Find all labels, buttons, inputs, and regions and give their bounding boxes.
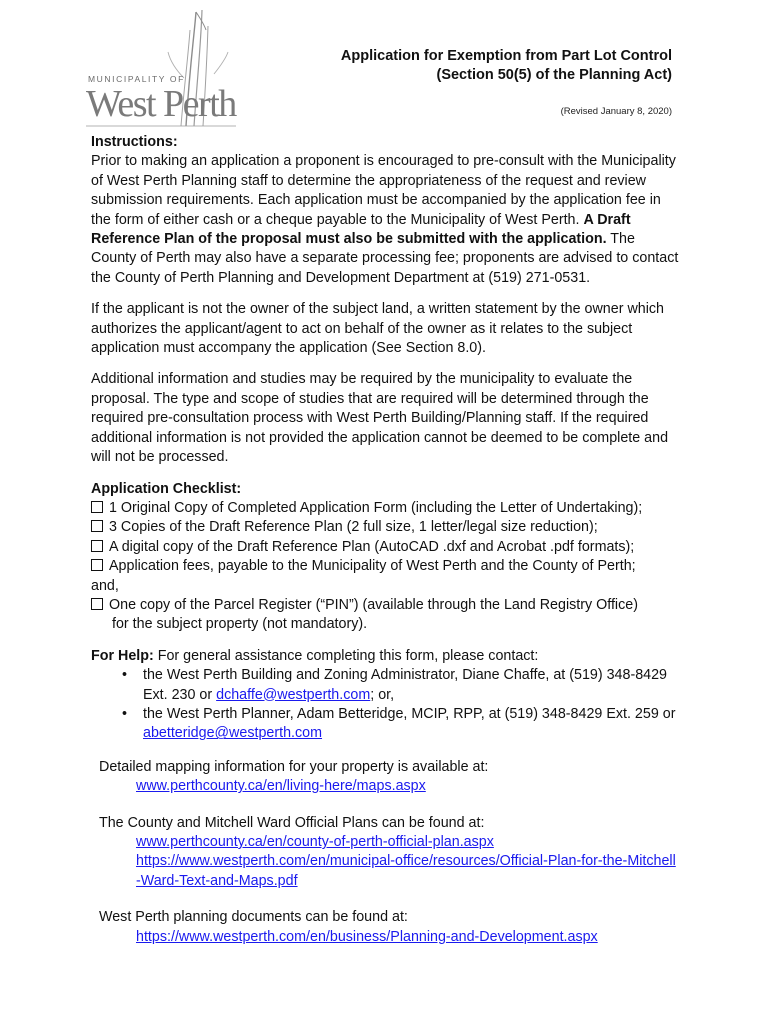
mapping-info xyxy=(91,758,681,797)
help-intro xyxy=(91,647,681,666)
checkbox-icon[interactable] xyxy=(91,540,103,552)
list-item: • the West Perth Building and Zoning Administrator, Diane Chaffe, at (519) 348-8429 Ext. 230 or dchaffe@westperth.com; or, xyxy=(122,667,668,703)
instructions-p1-tail: The County of Perth may also have a separate processing fee; proponents are advised to contact the County of Perth Planning and Development Department at (519) 271-0531. xyxy=(91,231,679,286)
email-link-dchaffe[interactable]: dchaffe@westperth.com xyxy=(216,686,371,703)
logo-municipality-of: MUNICIPALITY OF xyxy=(88,74,185,84)
help-label: For Help: xyxy=(91,647,154,664)
planning-docs-text: West Perth planning documents can be found at: xyxy=(99,909,408,926)
revised-date: (Revised January 8, 2020) xyxy=(560,106,672,117)
checklist-item[interactable]: A digital copy of the Draft Reference Plan (AutoCAD .dxf and Acrobat .pdf formats); xyxy=(91,538,681,557)
official-plans-text: The County and Mitchell Ward Official Plans can be found at: xyxy=(99,814,485,831)
planning-docs-link[interactable]: https://www.westperth.com/en/business/Planning-and-Development.aspx xyxy=(136,928,598,945)
instructions-paragraph-1 xyxy=(91,152,681,288)
mapping-text: Detailed mapping information for your property is available at: xyxy=(99,758,489,775)
bullet-icon: • xyxy=(122,667,128,684)
draft-plan-requirement: A Draft Reference Plan of the proposal must also be submitted with the application. xyxy=(91,211,631,248)
logo-west-perth: West Perth xyxy=(86,83,236,125)
checkbox-icon[interactable] xyxy=(91,520,103,532)
instructions-paragraph-3: Additional information and studies may be required by the municipality to evaluate the proposal. The type and scope of studies that are required will be determined through the required pre-consultation process with West Perth Building/Planning staff. If the required additional information is not provided the application cannot be deemed to be complete and will not be processed. xyxy=(91,371,669,466)
mitchell-ward-plan-link[interactable]: https://www.westperth.com/en/municipal-office/resources/Official-Plan-for-the-Mitchell-Ward-Text-and-Maps.pdf xyxy=(136,853,676,889)
checkbox-icon[interactable] xyxy=(91,598,103,610)
checklist-item[interactable]: Application fees, payable to the Municipality of West Perth and the County of Perth; xyxy=(91,557,681,576)
checklist-item[interactable]: One copy of the Parcel Register (“PIN”) (available through the Land Registry Office) xyxy=(91,596,681,615)
document-body xyxy=(91,133,681,947)
title-line-2: (Section 50(5) of the Planning Act) xyxy=(436,67,672,83)
official-plans-info xyxy=(91,814,681,892)
checkbox-icon[interactable] xyxy=(91,501,103,513)
email-link-abetteridge[interactable]: abetteridge@westperth.com xyxy=(143,725,323,742)
instructions-paragraph-2: If the applicant is not the owner of the subject land, a written statement by the owner which authorizes the applicant/agent to act on behalf of the owner as it relates to the subject application must accompany the application (See Section 8.0). xyxy=(91,301,664,357)
list-item: • the West Perth Planner, Adam Betteridge, MCIP, RPP, at (519) 348-8429 Ext. 259 or abetteridge@westperth.com xyxy=(122,705,676,742)
help-intro-text: For general assistance completing this form, please contact: xyxy=(153,647,539,664)
instructions-p1-text: Prior to making an application a proponent is encouraged to pre-consult with the Municipality of West Perth Planning staff to determine the appropriateness of the request and review submission requirements. Each application must be accompanied by the application fee in the form of either cash or a cheque payable to the Municipality of West Perth. xyxy=(91,153,676,228)
checklist-and: and, xyxy=(91,577,119,594)
county-official-plan-link[interactable]: www.perthcounty.ca/en/county-of-perth-official-plan.aspx xyxy=(136,834,494,850)
checklist-item[interactable]: 1 Original Copy of Completed Application Form (including the Letter of Undertaking); xyxy=(91,499,681,518)
mapping-link[interactable]: www.perthcounty.ca/en/living-here/maps.aspx xyxy=(136,778,426,795)
planning-docs-info xyxy=(91,908,681,947)
checklist-item[interactable]: 3 Copies of the Draft Reference Plan (2 full size, 1 letter/legal size reduction); xyxy=(91,518,681,537)
checkbox-icon[interactable] xyxy=(91,559,103,571)
checklist-item-continuation: for the subject property (not mandatory). xyxy=(112,616,368,633)
municipality-logo xyxy=(86,8,236,133)
checklist-heading: Application Checklist: xyxy=(91,480,242,497)
document-title xyxy=(341,47,672,85)
bullet-icon: • xyxy=(122,705,128,722)
instructions-heading: Instructions: xyxy=(91,134,178,150)
title-line-1: Application for Exemption from Part Lot Control xyxy=(340,48,672,64)
help-contacts-list xyxy=(91,666,681,744)
